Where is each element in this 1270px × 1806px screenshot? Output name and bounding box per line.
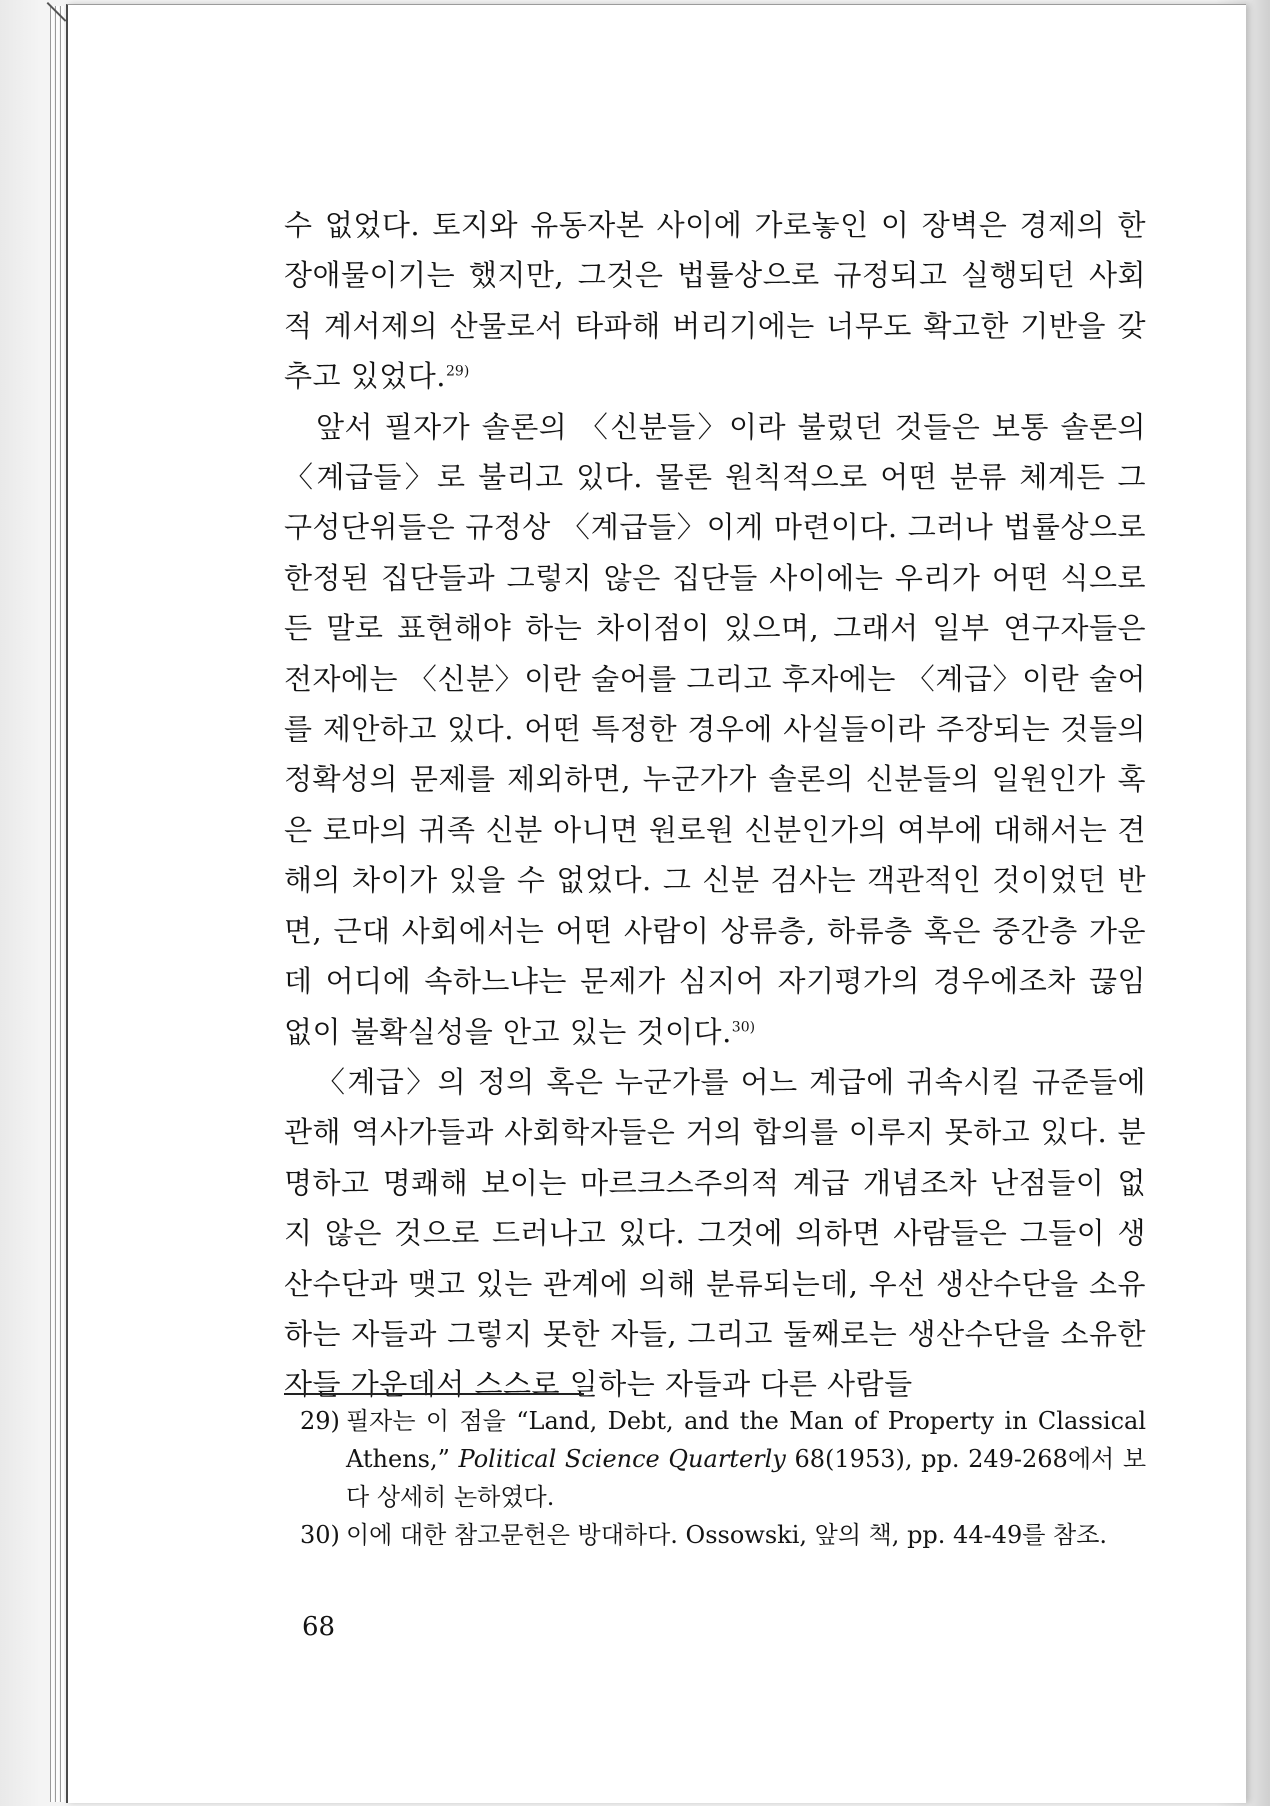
footnote-separator <box>284 1393 584 1395</box>
paragraph-text: 수 없었다. 토지와 유동자본 사이에 가로놓인 이 장벽은 경제의 한 장애물이기는 했지만, 그것은 법률상으로 규정되고 실행되던 사회적 계서제의 산물로서 타파해 버리기에는 너무도 확고한 기반을 갖추고 있었다. <box>284 208 1146 394</box>
paragraph-text: 〈계급〉의 정의 혹은 누군가를 어느 계급에 귀속시킬 규준들에 관해 역사가들과 사회학자들은 거의 합의를 이루지 못하고 있다. 분명하고 명쾌해 보이는 마르크스주의적 계급 개념조차 난점들이 없지 않은 것으로 드러나고 있다. 그것에 의하면 사람들은 그들이 생산수단과 맺고 있는 관계에 의해 분류되는데, 우선 생산수단을 소유하는 자들과 그렇지 못한 자들, 그리고 둘째로는 생산수단을 소유한 자들 가운데서 스스로 일하는 자들과 다른 사람들 <box>284 1064 1146 1402</box>
footnote-text <box>346 1402 1146 1516</box>
page-edge <box>55 6 59 1802</box>
footnote <box>300 1516 1146 1554</box>
footnote-text-part: 필자는 이 점을 “Land, Debt, and the Man of Property in Classical Athens,” <box>346 1407 1146 1473</box>
page-edge <box>50 6 54 1802</box>
footnote-text-part: 68(1953), pp. 249-268에서 보다 상세히 논하였다. <box>346 1445 1146 1511</box>
paragraph <box>284 1057 1146 1410</box>
footnote-number: 29) <box>300 1407 340 1435</box>
footnote-reference: 30) <box>731 1018 756 1035</box>
footnote <box>300 1402 1146 1516</box>
body-text <box>284 200 1146 1410</box>
paragraph-text: 앞서 필자가 솔론의 〈신분들〉이라 불렀던 것들은 보통 솔론의 〈계급들〉로 불리고 있다. 물론 원칙적으로 어떤 분류 체계든 그 구성단위들은 규정상 〈계급들〉이게 마련이다. 그러나 법률상으로 한정된 집단들과 그렇지 않은 집단들 사이에는 우리가 어떤 식으로든 말로 표현해야 하는 차이점이 있으며, 그래서 일부 연구자들은 전자에는 〈신분〉이란 술어를 그리고 후자에는 〈계급〉이란 술어를 제안하고 있다. 어떤 특정한 경우에 사실들이라 주장되는 것들의 정확성의 문제를 제외하면, 누군가가 솔론의 신분들의 일원인가 혹은 로마의 귀족 신분 아니면 원로원 신분인가의 여부에 대해서는 견해의 차이가 있을 수 없었다. 그 신분 검사는 객관적인 것이었던 반면, 근대 사회에서는 어떤 사람이 상류층, 하류층 혹은 중간층 가운데 어디에 속하느냐는 문제가 심지어 자기평가의 경우에조차 끊임없이 불확실성을 안고 있는 것이다. <box>284 409 1146 1049</box>
footnote-reference: 29) <box>446 363 470 380</box>
page-edge <box>60 6 64 1802</box>
paragraph <box>284 200 1146 402</box>
footnote-text <box>346 1516 1146 1554</box>
paragraph <box>284 402 1146 1057</box>
journal-title: Political Science Quarterly <box>458 1445 786 1473</box>
page-number: 68 <box>302 1612 336 1642</box>
footnote-number: 30) <box>300 1521 340 1549</box>
footnotes <box>300 1402 1146 1554</box>
footnote-text-part: 이에 대한 참고문헌은 방대하다. Ossowski, 앞의 책, pp. 44-49를 참조. <box>346 1521 1108 1549</box>
